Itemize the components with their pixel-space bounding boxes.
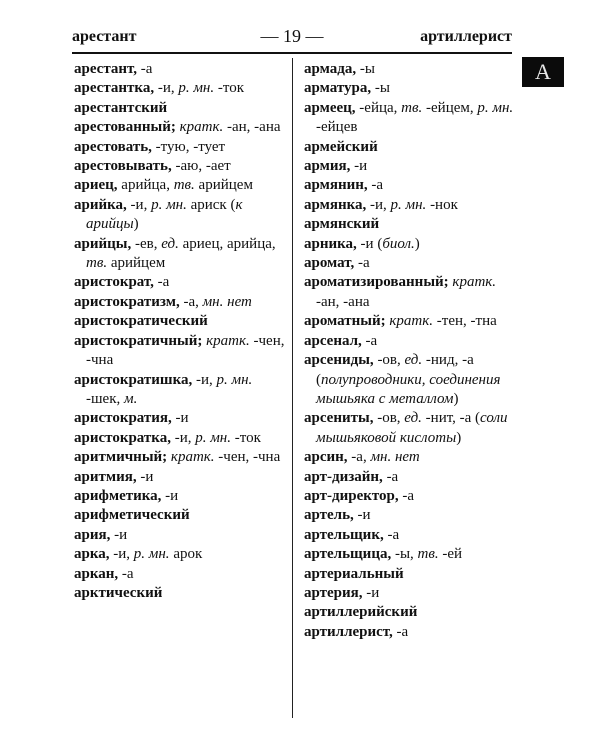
entry-text: -и, (366, 196, 391, 213)
dictionary-entry (304, 138, 514, 157)
grammar-label: мн. нет (202, 293, 252, 310)
headword: артельщица, (304, 546, 392, 563)
dictionary-entry (304, 312, 514, 331)
entry-text: -а (361, 332, 378, 349)
headword: артель, (304, 507, 354, 524)
headword: артиллерийский (304, 604, 418, 621)
dictionary-entry (304, 623, 514, 642)
dictionary-entry (74, 429, 288, 448)
entry-text: -нит, -а ( (421, 410, 481, 427)
headword: аристократка, (74, 429, 171, 446)
headword: арматура, (304, 80, 372, 97)
dictionary-entry (74, 118, 288, 137)
entry-text: -и, (126, 196, 152, 213)
entry-text: -ей (438, 546, 463, 563)
dictionary-entry (304, 332, 514, 351)
entry-text: -и (171, 410, 189, 427)
grammar-label: р. мн. (195, 429, 231, 446)
left-column (74, 60, 288, 603)
grammar-label: р. мн. (390, 196, 427, 213)
grammar-label: биол. (382, 235, 415, 252)
dictionary-entry (304, 196, 514, 215)
grammar-label: ед. (161, 235, 179, 252)
dictionary-entry (74, 448, 288, 467)
headword: аромат, (304, 255, 355, 272)
dictionary-entry (74, 584, 288, 603)
headword: артериальный (304, 565, 404, 582)
headword: артельщик, (304, 526, 384, 543)
entry-text: -нид, -а ( (316, 352, 474, 388)
dictionary-entry (304, 468, 514, 487)
grammar-label: р. мн. (133, 546, 170, 563)
headword: арка, (74, 546, 110, 563)
dictionary-entry (74, 138, 288, 157)
headword: арестовать, (74, 138, 152, 155)
headword: ароматизированный; (304, 274, 449, 291)
dictionary-entry (304, 526, 514, 545)
entry-text: -и (110, 526, 128, 543)
dictionary-entry (304, 176, 514, 195)
headword: арктический (74, 584, 163, 601)
grammar-label: р. мн. (216, 371, 253, 388)
entry-text: -чен, -чна (86, 332, 285, 369)
dictionary-entry (74, 60, 288, 79)
headword: ария, (74, 526, 111, 543)
entry-text: -шек, (86, 390, 124, 407)
headword: аристократишка, (74, 371, 193, 388)
headword: арт-дизайн, (304, 468, 383, 485)
dictionary-entry (304, 487, 514, 506)
left-guide-word: арестант (72, 28, 137, 45)
headword: аритмичный; (74, 449, 168, 466)
entry-text: -ейцев (316, 119, 358, 136)
dictionary-entry (304, 215, 514, 234)
entry-text: -а, (347, 449, 371, 466)
entry-text: ) (133, 216, 139, 233)
column-divider (292, 58, 293, 718)
dictionary-entry (304, 565, 514, 584)
headword: арсениты, (304, 410, 374, 427)
grammar-label: ед. (404, 410, 422, 427)
entry-text: -и, (109, 546, 134, 563)
dictionary-entry (74, 371, 288, 410)
grammar-label: полупроводники, соединения мышьяка с металлом (316, 371, 501, 407)
grammar-label: р. мн. (477, 99, 514, 116)
headword: арсенал, (304, 332, 362, 349)
headword: армянин, (304, 177, 368, 194)
headword: армеец, (304, 99, 356, 116)
headword: аристократ, (74, 274, 154, 291)
entry-text: -ток (214, 80, 245, 97)
dictionary-entry (304, 603, 514, 622)
headword: арийка, (74, 196, 127, 213)
page-number: — 19 — (260, 26, 324, 46)
entry-text: арийца, (117, 177, 174, 194)
entry-text: -ы (356, 61, 375, 77)
headword: аритмия, (74, 468, 137, 485)
dictionary-entry (74, 409, 288, 428)
dictionary-entry (74, 196, 288, 235)
entry-text: арийцем (107, 255, 166, 272)
entry-text: -ов, (373, 410, 405, 427)
entry-text: -а (153, 274, 170, 291)
headword: артиллерист, (304, 623, 393, 640)
entry-text: -и (350, 158, 368, 175)
grammar-label: тв. (417, 546, 439, 563)
grammar-label: кратк. (175, 119, 224, 136)
headword: арт-директор, (304, 487, 399, 504)
dictionary-entry (304, 273, 514, 312)
dictionary-entry (304, 157, 514, 176)
dictionary-entry (304, 584, 514, 603)
entry-text: -а (137, 61, 153, 77)
right-guide-word: артиллерист (420, 28, 512, 45)
headword: армейский (304, 138, 378, 155)
entry-text: -а (354, 255, 370, 272)
headword: арифметика, (74, 487, 162, 504)
entry-text: ариец, арийца, (178, 235, 276, 252)
entry-text: -ан, -ана (316, 293, 370, 310)
grammar-label: ед. (404, 352, 423, 369)
dictionary-entry (304, 235, 514, 254)
dictionary-entry (304, 545, 514, 564)
entry-text: ариск ( (186, 196, 236, 213)
running-header (72, 26, 512, 54)
entry-text: -а (118, 565, 134, 582)
dictionary-entry (304, 351, 514, 409)
entry-text: -а (383, 526, 400, 543)
headword: артерия, (304, 584, 363, 601)
dictionary-entry (74, 176, 288, 195)
dictionary-entry (304, 506, 514, 525)
dictionary-entry (74, 293, 288, 312)
headword: арсениды, (304, 352, 374, 369)
entry-text: -и, (170, 429, 196, 446)
grammar-label: тв. (401, 99, 423, 116)
entry-text: -тен, -тна (433, 313, 497, 330)
headword: арестант, (74, 61, 138, 77)
dictionary-entry (304, 254, 514, 273)
dictionary-entry (74, 332, 288, 371)
entry-text: -чен, -чна (214, 449, 281, 466)
headword: армянский (304, 216, 380, 233)
headword: армия, (304, 158, 351, 175)
grammar-label: соли мышьяковой кислоты (316, 410, 508, 446)
dictionary-entry (74, 235, 288, 274)
grammar-label: кратк. (167, 449, 215, 466)
headword: арийцы, (74, 235, 132, 252)
entry-text: -и ( (356, 235, 383, 252)
dictionary-entry (74, 506, 288, 525)
dictionary-entry (74, 565, 288, 584)
dictionary-entry (74, 468, 288, 487)
entry-text: арок (169, 546, 203, 563)
headword: аркан, (74, 565, 119, 582)
headword: арифметический (74, 507, 190, 524)
dictionary-entry (74, 79, 288, 98)
headword: ариец, (74, 177, 118, 194)
headword: арсин, (304, 449, 348, 466)
entry-text: -а, (179, 293, 203, 310)
entry-text: -нок (426, 196, 458, 213)
dictionary-entry (74, 312, 288, 331)
entry-text: -ы (371, 80, 390, 97)
entry-text: -а (367, 177, 384, 194)
headword: аристократизм, (74, 293, 180, 310)
entry-text: -ан, -ана (223, 119, 281, 136)
grammar-label: р. мн. (178, 80, 215, 97)
grammar-label: тв. (86, 255, 108, 272)
entry-text: -а (382, 468, 399, 485)
entry-text: -и, (192, 371, 217, 388)
headword: аристократический (74, 313, 208, 330)
entry-text: -а (398, 487, 415, 504)
headword: арестантка, (74, 80, 155, 97)
grammar-label: м. (124, 390, 138, 407)
entry-text: -ток (231, 429, 261, 446)
headword: аристократичный; (74, 332, 203, 349)
entry-text: ) (456, 429, 462, 446)
headword: аристократия, (74, 410, 172, 427)
entry-text: -ейцем, (422, 99, 478, 116)
dictionary-entry (304, 60, 514, 79)
headword: арника, (304, 235, 357, 252)
headword: арестантский (74, 99, 168, 116)
grammar-label: кратк. (448, 274, 497, 291)
entry-text: -тую, -тует (151, 138, 226, 155)
entry-text: ) (453, 390, 459, 407)
entry-text: -ейца, (355, 99, 402, 116)
dictionary-entry (74, 487, 288, 506)
dictionary-entry (304, 99, 514, 138)
entry-text: арийцем (194, 177, 253, 194)
entry-text: -ы, (391, 546, 418, 563)
entry-text: ) (414, 235, 420, 252)
headword: армада, (304, 61, 357, 77)
right-column (304, 60, 514, 642)
entry-text: -и (362, 584, 380, 601)
dictionary-entry (74, 526, 288, 545)
grammar-label: мн. нет (370, 449, 420, 466)
grammar-label: кратк. (202, 332, 250, 349)
dictionary-entry (74, 273, 288, 292)
dictionary-entry (304, 409, 514, 448)
grammar-label: к арийцы (86, 196, 243, 233)
entry-text: -и, (154, 80, 179, 97)
dictionary-entry (74, 157, 288, 176)
headword: армянка, (304, 196, 367, 213)
headword: арестованный; (74, 119, 176, 136)
grammar-label: кратк. (385, 313, 434, 330)
thumb-index-letter: А (535, 59, 551, 84)
headword: арестовывать, (74, 158, 172, 175)
entry-text: -а (392, 623, 409, 640)
entry-text: -и (161, 487, 179, 504)
entry-text: -ов, (373, 352, 405, 369)
dictionary-entry (304, 448, 514, 467)
entry-text: -и (136, 468, 154, 485)
thumb-index-tab (522, 57, 564, 87)
dictionary-entry (304, 79, 514, 98)
entry-text: -и (353, 507, 371, 524)
grammar-label: р. мн. (151, 196, 187, 213)
dictionary-entry (74, 545, 288, 564)
entry-text: -аю, -ает (171, 158, 231, 175)
headword: ароматный; (304, 313, 386, 330)
entry-text: -ев, (131, 235, 162, 252)
dictionary-entry (74, 99, 288, 118)
grammar-label: тв. (173, 177, 195, 194)
